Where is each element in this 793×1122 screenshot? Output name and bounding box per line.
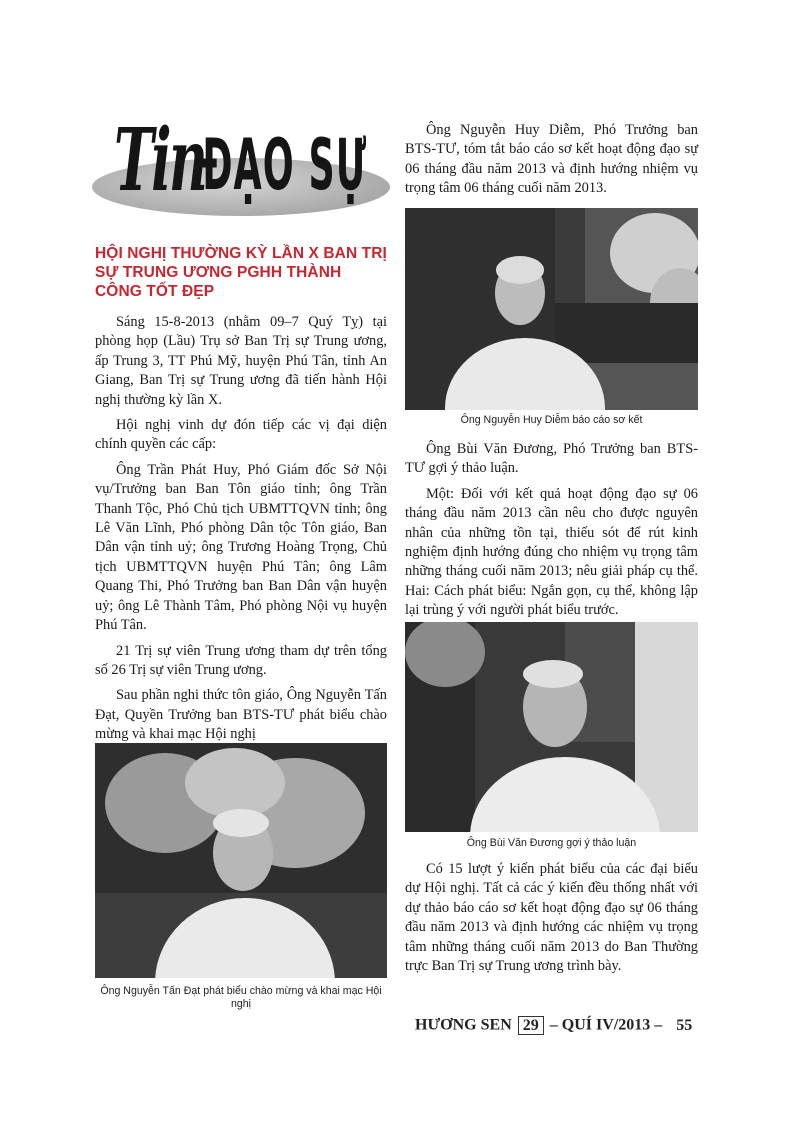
photo-nguyen-huy-diem-image bbox=[405, 208, 698, 410]
footer-page-number: 55 bbox=[676, 1016, 693, 1034]
footer-magazine: HƯƠNG SEN bbox=[415, 1016, 512, 1034]
paragraph: Ông Bùi Văn Đương, Phó Trưởng ban BTS-TƯ gợi ý thảo luận. bbox=[405, 441, 698, 477]
masthead-tin: Tin bbox=[114, 110, 206, 211]
photo-nguyen-tan-dat-image bbox=[95, 743, 387, 978]
right-column-middle bbox=[405, 440, 698, 627]
page-footer bbox=[415, 1016, 700, 1038]
paragraph: Sáng 15-8-2013 (nhằm 09–7 Quý Tỵ) tại phòng họp (Lầu) Trụ sở Ban Trị sự Trung ương, ấp Trung 3, TT Phú Mỹ, huyện Phú Tân, tỉnh An Giang, Ban Trị sự Trung ương đã tiến hành Hội nghị thường kỳ lần X. bbox=[95, 314, 387, 408]
footer-quarter: – QUÍ IV/2013 – bbox=[549, 1016, 663, 1034]
left-column bbox=[95, 244, 387, 751]
footer-issue: 29 bbox=[518, 1016, 544, 1035]
paragraph: 21 Trị sự viên Trung ương tham dự trên tổng số 26 Trị sự viên Trung ương. bbox=[95, 642, 387, 678]
paragraph: Hội nghị vinh dự đón tiếp các vị đại diện chính quyền các cấp: bbox=[95, 417, 387, 453]
paragraph: Có 15 lượt ý kiến phát biểu của các đại biểu dự Hội nghị. Tất cả các ý kiến đều thống nhất với dự thảo báo cáo sơ kết hoạt động đạo sự 06 tháng đầu năm 2013 và định hướng các nhiệm vụ trọng tâm những tháng cuối năm 2013 do Ban Thường trực Ban Trị sự Trung ương trình bày. bbox=[405, 861, 698, 975]
masthead-dao-su: ĐẠO SỰ bbox=[202, 124, 368, 206]
right-column-bottom bbox=[405, 860, 698, 982]
photo-bui-van-duong bbox=[405, 622, 698, 832]
paragraph: Ông Trần Phát Huy, Phó Giám đốc Sở Nội vụ/Trưởng ban Ban Tôn giáo tỉnh; ông Trần Thanh Tộc, Phó Chủ tịch UBMTTQVN tỉnh; ông Lê Văn Lĩnh, Phó phòng Dân tộc Tôn giáo, Ban Dân vận tỉnh uỷ; ông Trương Hoàng Trọng, Chủ tịch UBMTTQVN huyện Phú Tân; ông Lâm Quang Thi, Phó Trưởng ban Ban Dân vận huyện uỷ; ông Lê Thành Tâm, Phó phòng Nội vụ huyện Phú Tân. bbox=[95, 461, 387, 634]
paragraph: Một: Đối với kết quả hoạt động đạo sự 06 tháng đầu năm 2013 cần nêu cho được nguyên nhân của những tồn tại, thiếu sót để rút kinh nghiệm định hướng đúng cho nhiệm vụ trọng tâm những tháng cuối năm 2013; nêu giải pháp cụ thể. Hai: Cách phát biểu: Ngắn gọn, cụ thể, không lập lại trùng ý với người phát biểu trước. bbox=[405, 485, 698, 619]
photo-bui-van-duong-image bbox=[405, 622, 698, 832]
paragraph: Sau phần nghi thức tôn giáo, Ông Nguyễn Tấn Đạt, Quyền Trưởng ban BTS-TƯ phát biểu chào mừng và khai mạc Hội nghị bbox=[95, 687, 387, 743]
photo-caption: Ông Bùi Văn Đương gợi ý thảo luận bbox=[466, 837, 637, 849]
photo-caption: Ông Nguyễn Tấn Đạt phát biểu chào mừng và khai mạc Hội nghị bbox=[100, 985, 382, 1010]
article-headline: HỘI NGHỊ THƯỜNG KỲ LẦN X BAN TRỊ SỰ TRUNG ƯƠNG PGHH THÀNH CÔNG TỐT ĐẸP bbox=[95, 245, 387, 300]
right-column-top bbox=[405, 121, 698, 205]
photo-nguyen-huy-diem bbox=[405, 208, 698, 410]
photo-caption: Ông Nguyễn Huy Diễm báo cáo sơ kết bbox=[460, 414, 643, 426]
section-masthead bbox=[92, 110, 390, 223]
photo-nguyen-tan-dat bbox=[95, 743, 387, 978]
paragraph: Ông Nguyễn Huy Diễm, Phó Trưởng ban BTS-TƯ, tóm tắt báo cáo sơ kết hoạt động đạo sự 06 tháng đầu năm 2013 và định hướng nhiệm vụ trọng tâm 06 tháng cuối năm 2013. bbox=[405, 122, 698, 197]
